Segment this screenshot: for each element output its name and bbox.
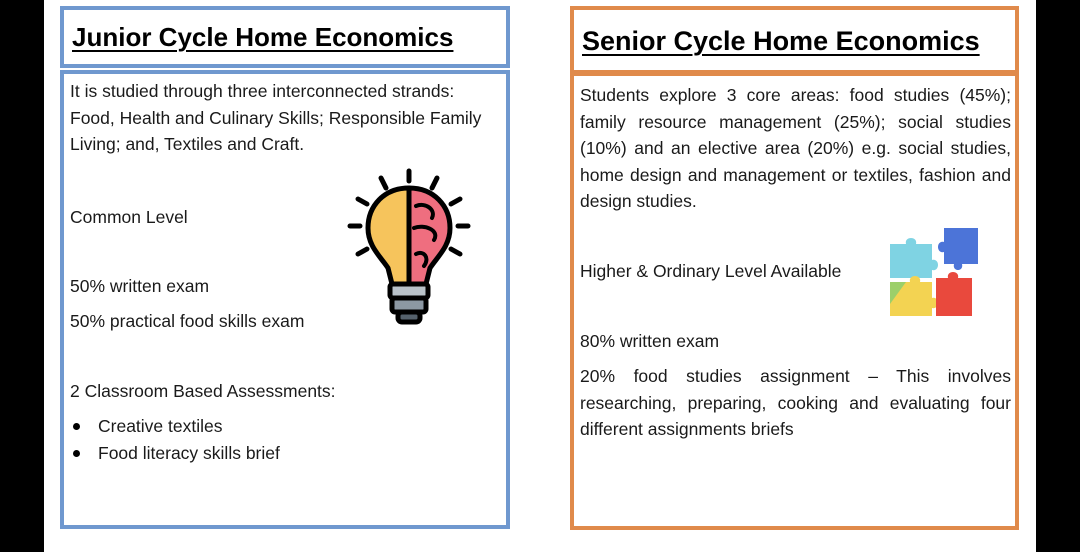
senior-level: Higher & Ordinary Level Available xyxy=(580,261,842,281)
junior-cycle-title: Junior Cycle Home Economics xyxy=(72,22,454,52)
senior-assignment: 20% food studies assignment – This involves researching, preparing, cooking and evaluating four different assignments briefs xyxy=(580,366,1011,439)
senior-cycle-header xyxy=(570,6,1019,74)
list-item: Creative textiles xyxy=(70,413,280,440)
senior-exam-written: 80% written exam xyxy=(580,331,720,351)
senior-intro: Students explore 3 core areas: food studies (45%); family resource management (25%); social studies (10%) and an elective area (20%) e.g. social studies, home design and management or textiles, fashion and design studies. xyxy=(580,85,1011,211)
junior-exam-written: 50% written exam xyxy=(70,276,210,296)
junior-cba-heading: 2 Classroom Based Assessments: xyxy=(70,381,336,401)
lightbulb-brain-icon xyxy=(344,166,474,331)
senior-cycle-body xyxy=(570,72,1019,530)
junior-level: Common Level xyxy=(70,207,188,227)
senior-cycle-title: Senior Cycle Home Economics xyxy=(582,26,980,56)
junior-cycle-body xyxy=(60,70,510,529)
document-page xyxy=(44,0,1036,552)
puzzle-icon xyxy=(886,222,986,318)
junior-intro: It is studied through three interconnected strands: Food, Health and Culinary Skills; Responsible Family Living; and, Textiles and Craft. xyxy=(70,81,482,154)
junior-cba-list xyxy=(70,413,280,466)
junior-exam-practical: 50% practical food skills exam xyxy=(70,311,305,331)
list-item: Food literacy skills brief xyxy=(70,440,280,467)
junior-cycle-header xyxy=(60,6,510,68)
